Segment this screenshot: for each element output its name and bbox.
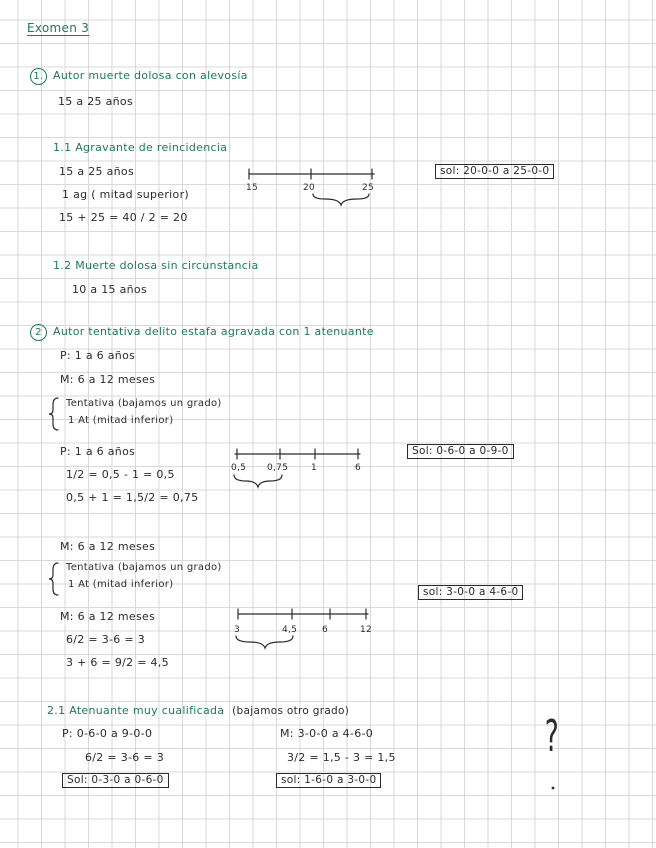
s11-tick-15: 15 <box>246 183 259 193</box>
question-mark-scribble: ? <box>544 711 559 762</box>
s2-p-solution-box: Sol: 0-6-0 a 0-9-0 <box>407 444 514 459</box>
s21-left-line-1: P: 0-6-0 a 9-0-0 <box>62 727 153 740</box>
s2-m-note-1: Tentativa (bajamos un grado) <box>66 562 222 573</box>
s2-p-line-3: 0,5 + 1 = 1,5/2 = 0,75 <box>66 491 199 504</box>
s2-m-line-1: M: 6 a 12 meses <box>60 610 156 623</box>
s11-tick-25: 25 <box>362 183 375 193</box>
s11-brace <box>313 194 369 205</box>
s2-note-2: 1 At (mitad inferior) <box>68 415 174 426</box>
s11-tick-20: 20 <box>303 183 316 193</box>
s2-m-tick-6: 6 <box>322 625 329 635</box>
page-title: Exomen 3 <box>27 21 90 35</box>
s2-m-line-3: 3 + 6 = 9/2 = 4,5 <box>66 656 169 669</box>
s2-p-tick-1: 1 <box>311 463 318 473</box>
s2-p-tick-0-5: 0,5 <box>231 463 247 473</box>
s21-left-solution-box: Sol: 0-3-0 a 0-6-0 <box>62 773 169 788</box>
s2-m-note-2: 1 At (mitad inferior) <box>68 579 174 590</box>
s2-m-heading: M: 6 a 12 meses <box>60 540 156 553</box>
section-1-title: Autor muerte dolosa con alevosía <box>53 69 248 82</box>
section-1-2-heading: 1.2 Muerte dolosa sin circunstancia <box>53 259 259 272</box>
s21-right-line-1: M: 3-0-0 a 4-6-0 <box>280 727 374 740</box>
question-mark-dot <box>552 787 555 790</box>
section-1-1-heading: 1.1 Agravante de reincidencia <box>53 141 228 154</box>
s21-right-solution-box: sol: 1-6-0 a 3-0-0 <box>276 773 381 788</box>
s2-m-line-2: 6/2 = 3-6 = 3 <box>66 633 145 646</box>
s11-line-3: 15 + 25 = 40 / 2 = 20 <box>59 211 188 224</box>
s2-p-brace <box>234 475 282 487</box>
s2-m-tick-3: 3 <box>234 625 241 635</box>
s21-left-line-2: 6/2 = 3-6 = 3 <box>85 751 164 764</box>
s11-line-2: 1 ag ( mitad superior) <box>62 188 189 201</box>
s12-range: 10 a 15 años <box>72 283 147 296</box>
s2-p-tick-0-75: 0,75 <box>267 463 289 473</box>
section-2-title: Autor tentativa delito estafa agravada con 1 atenuante <box>53 325 374 338</box>
s2-fine: M: 6 a 12 meses <box>60 373 156 386</box>
section-1-range: 15 a 25 años <box>58 95 133 108</box>
section-number-1: 1. <box>30 68 47 85</box>
s2-m-tick-12: 12 <box>360 625 373 635</box>
s2-p-line-2: 1/2 = 0,5 - 1 = 0,5 <box>66 468 175 481</box>
s2-p-line-1: P: 1 a 6 años <box>60 445 136 458</box>
s11-solution-box: sol: 20-0-0 a 25-0-0 <box>435 164 554 179</box>
s11-line-1: 15 a 25 años <box>59 165 134 178</box>
s2-m-left-brace <box>49 563 58 595</box>
s2-p-tick-6: 6 <box>355 463 362 473</box>
s21-right-line-2: 3/2 = 1,5 - 3 = 1,5 <box>287 751 396 764</box>
s2-note-1: Tentativa (bajamos un grado) <box>66 398 222 409</box>
section-2-1-note: (bajamos otro grado) <box>232 705 350 717</box>
s2-prison: P: 1 a 6 años <box>60 349 136 362</box>
section-number-2: 2 <box>30 324 47 341</box>
s2-m-brace <box>236 636 293 648</box>
section-2-1-title: 2.1 Atenuante muy cualificada <box>47 704 225 717</box>
s2-m-tick-4-5: 4,5 <box>282 625 298 635</box>
s2-m-solution-box: sol: 3-0-0 a 4-6-0 <box>418 585 523 600</box>
s2-left-brace <box>49 398 58 430</box>
